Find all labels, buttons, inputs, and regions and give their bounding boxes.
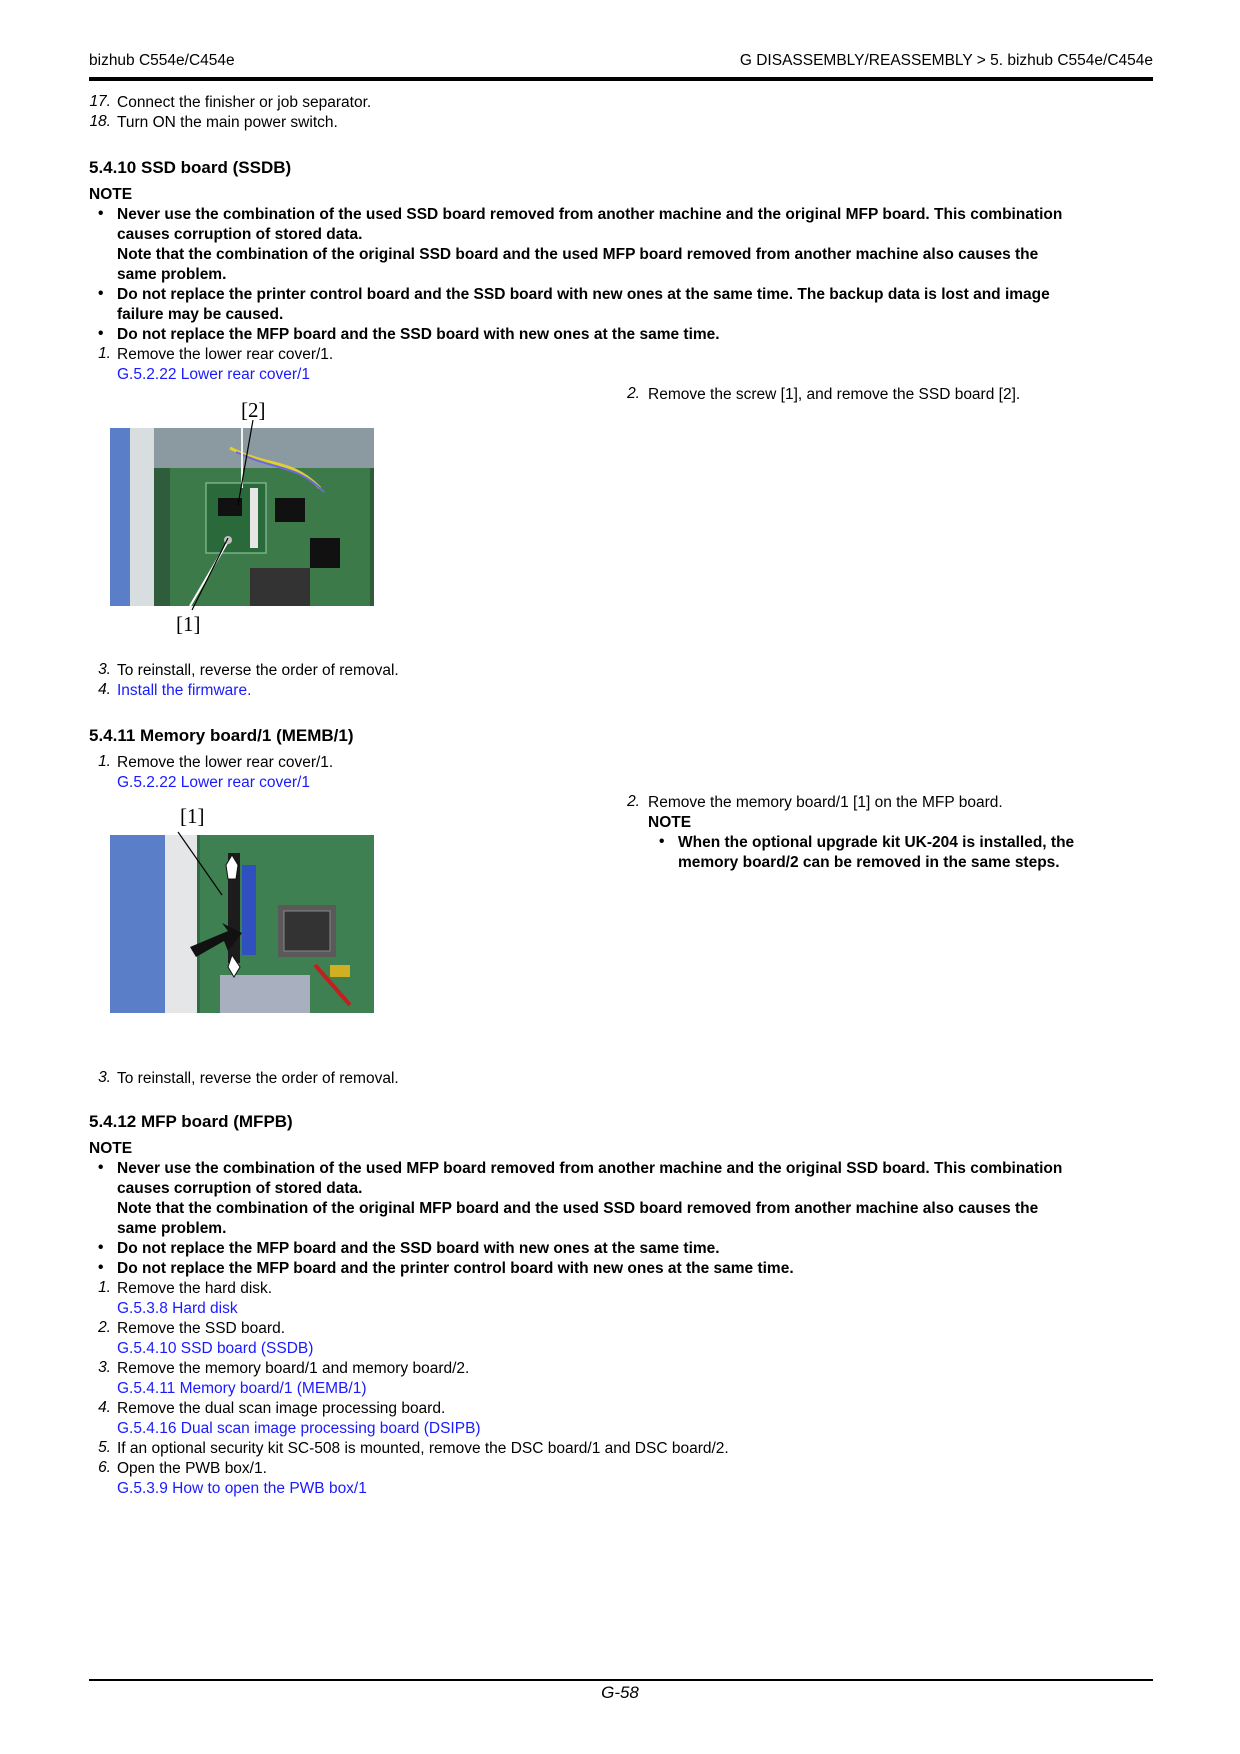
step-number: 4.: [98, 1399, 111, 1416]
step-number: 6.: [98, 1459, 111, 1476]
link-ssd-board[interactable]: G.5.4.10 SSD board (SSDB): [117, 1340, 314, 1357]
note-text: failure may be caused.: [117, 306, 284, 323]
note-text: Never use the combination of the used MFP board removed from another machine and the original SSD board. This combination: [117, 1160, 1063, 1177]
note-text: memory board/2 can be removed in the same steps.: [678, 854, 1060, 871]
note-text: same problem.: [117, 1220, 227, 1237]
step-text: Remove the SSD board.: [117, 1320, 286, 1337]
callout-2: [2]: [241, 398, 266, 422]
step-text: Remove the screw [1], and remove the SSD board [2].: [648, 386, 1021, 403]
link-lower-rear-cover[interactable]: G.5.2.22 Lower rear cover/1: [117, 366, 310, 383]
page-number: G-58: [601, 1683, 639, 1702]
callout-1: [1]: [176, 612, 201, 636]
note-text: Do not replace the MFP board and the printer control board with new ones at the same time.: [117, 1260, 794, 1277]
note-label: NOTE: [89, 1140, 133, 1157]
step-number: 1.: [98, 1279, 111, 1296]
step-number: 1.: [98, 753, 111, 770]
step-number: 4.: [98, 681, 111, 698]
note-text: Do not replace the MFP board and the SSD board with new ones at the same time.: [117, 1240, 720, 1257]
step-number: 2.: [627, 385, 640, 402]
note-text: Note that the combination of the original MFP board and the used SSD board removed from another machine also causes the: [117, 1200, 1039, 1217]
step-text: If an optional security kit SC-508 is mounted, remove the DSC board/1 and DSC board/2.: [117, 1440, 729, 1457]
step-text: Remove the dual scan image processing board.: [117, 1400, 446, 1417]
header-rule: [89, 77, 1153, 81]
link-lower-rear-cover[interactable]: G.5.2.22 Lower rear cover/1: [117, 774, 310, 791]
bullet: •: [98, 1259, 104, 1276]
step-number: 3.: [98, 661, 111, 678]
callout-leader-lines: [110, 410, 374, 620]
step-text: Remove the memory board/1 and memory board/2.: [117, 1360, 470, 1377]
section-heading-mfpb: 5.4.12 MFP board (MFPB): [89, 1112, 293, 1131]
callout-leader-line: [110, 820, 374, 930]
bullet: •: [98, 325, 104, 342]
note-text: causes corruption of stored data.: [117, 1180, 363, 1197]
step-number: 18.: [89, 113, 111, 130]
header-right: G DISASSEMBLY/REASSEMBLY > 5. bizhub C554e/C454e: [739, 52, 1153, 69]
bullet: •: [98, 205, 104, 222]
link-memory-board[interactable]: G.5.4.11 Memory board/1 (MEMB/1): [117, 1380, 367, 1397]
step-text: To reinstall, reverse the order of removal.: [117, 662, 399, 679]
step-number: 2.: [98, 1319, 111, 1336]
step-number: 3.: [98, 1069, 111, 1086]
footer-rule: [89, 1679, 1153, 1681]
step-text: Connect the finisher or job separator.: [117, 94, 372, 111]
step-text: Turn ON the main power switch.: [117, 114, 338, 131]
link-hard-disk[interactable]: G.5.3.8 Hard disk: [117, 1300, 238, 1317]
callout-1: [1]: [180, 804, 205, 828]
link-dual-scan-board[interactable]: G.5.4.16 Dual scan image processing board (DSIPB): [117, 1420, 481, 1437]
step-number: 3.: [98, 1359, 111, 1376]
link-pwb-box[interactable]: G.5.3.9 How to open the PWB box/1: [117, 1480, 367, 1497]
bullet: •: [98, 285, 104, 302]
note-text: Never use the combination of the used SSD board removed from another machine and the original MFP board. This combination: [117, 206, 1063, 223]
step-number: 1.: [98, 345, 111, 362]
step-text: Remove the hard disk.: [117, 1280, 273, 1297]
bullet: •: [98, 1159, 104, 1176]
note-text: Note that the combination of the original SSD board and the used MFP board removed from another machine also causes the: [117, 246, 1039, 263]
step-text: Remove the memory board/1 [1] on the MFP board.: [648, 794, 1003, 811]
note-text: Do not replace the MFP board and the SSD board with new ones at the same time.: [117, 326, 720, 343]
step-number: 5.: [98, 1439, 111, 1456]
note-text: causes corruption of stored data.: [117, 226, 363, 243]
section-heading-memb: 5.4.11 Memory board/1 (MEMB/1): [89, 726, 354, 745]
note-label: NOTE: [648, 814, 692, 831]
bullet: •: [659, 833, 665, 850]
note-text: When the optional upgrade kit UK-204 is installed, the: [678, 834, 1075, 851]
step-number: 17.: [89, 93, 111, 110]
step-number: 2.: [627, 793, 640, 810]
section-heading-ssdb: 5.4.10 SSD board (SSDB): [89, 158, 292, 177]
header-left: bizhub C554e/C454e: [89, 52, 235, 69]
step-text: Open the PWB box/1.: [117, 1460, 267, 1477]
step-text: Remove the lower rear cover/1.: [117, 346, 334, 363]
step-text: Remove the lower rear cover/1.: [117, 754, 334, 771]
step-text: To reinstall, reverse the order of removal.: [117, 1070, 399, 1087]
note-text: same problem.: [117, 266, 227, 283]
note-text: Do not replace the printer control board and the SSD board with new ones at the same time. The backup data is lost and image: [117, 286, 1050, 303]
link-install-firmware[interactable]: Install the firmware.: [117, 682, 252, 699]
bullet: •: [98, 1239, 104, 1256]
note-label: NOTE: [89, 186, 133, 203]
